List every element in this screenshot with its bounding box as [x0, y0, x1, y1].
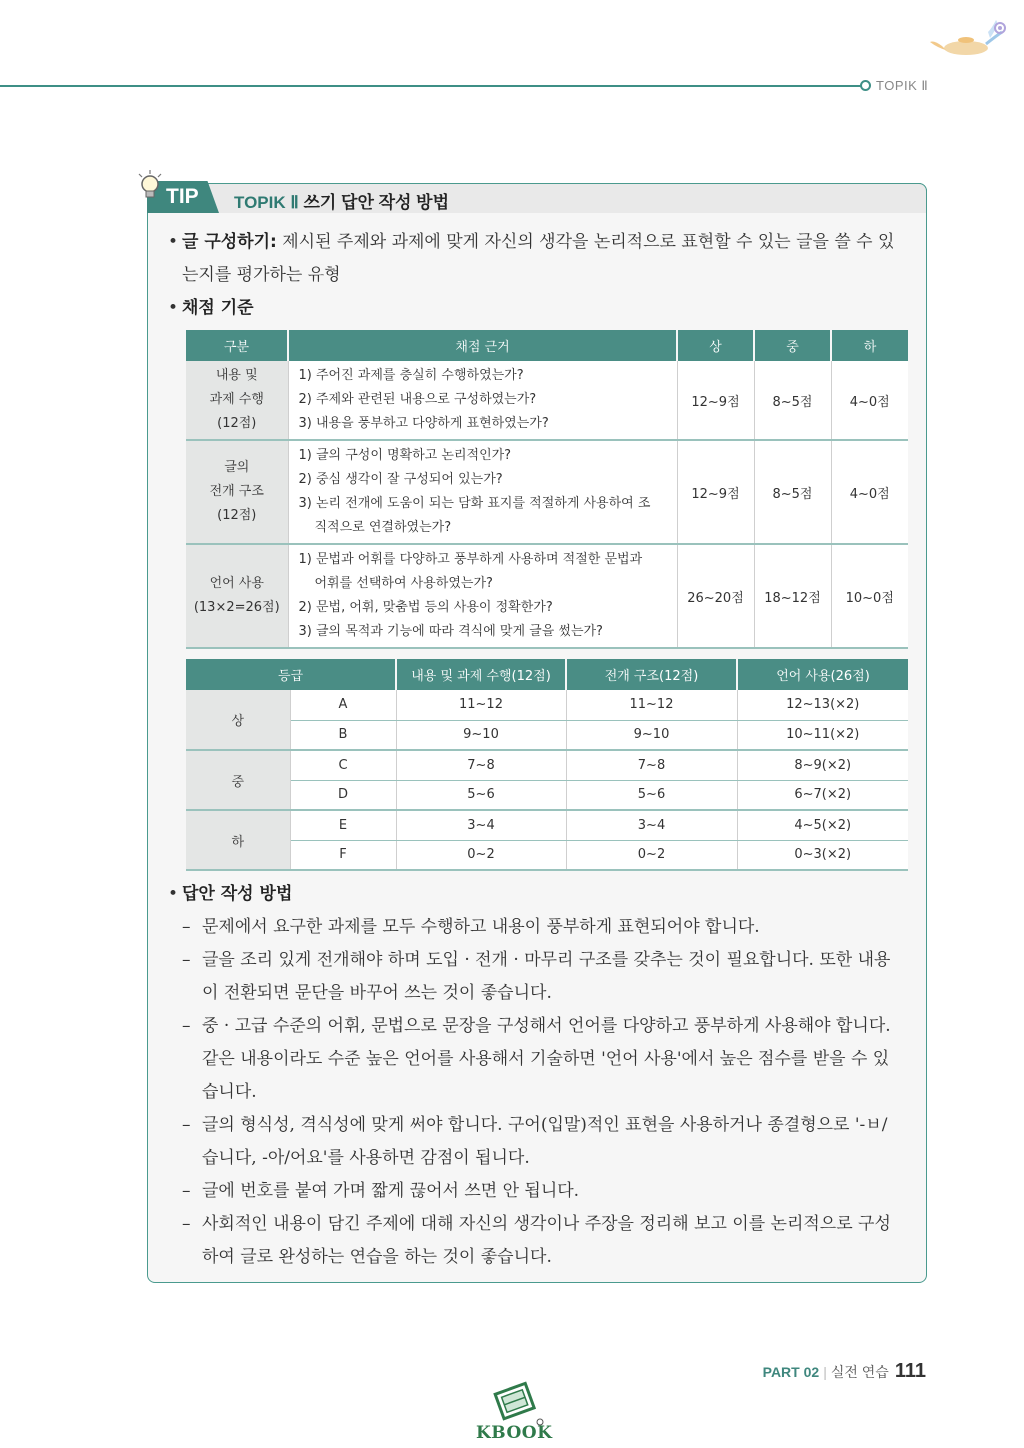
method-heading: • 답안 작성 방법 — [168, 884, 293, 904]
criteria-items — [288, 544, 677, 648]
method-item: – 글을 조리 있게 전개해야 하며 도입 · 전개 · 마무리 구조를 갖추는 것이 필요합니다. 또한 내용 이 전환되면 문단을 바꾸어 쓰는 것이 좋습니다. — [182, 944, 913, 1010]
grade-cell: 9~10 — [566, 720, 737, 750]
grade-letter: D — [290, 780, 396, 810]
method-text: 글의 형식성, 격식성에 맞게 써야 합니다. 구어(입말)적인 표현을 사용하거나 종결형으로 '-ㅂ/ — [202, 1115, 888, 1135]
grade-cell: 5~6 — [396, 780, 566, 810]
grade-group: 하 — [186, 810, 290, 870]
intro-paragraph — [168, 226, 913, 325]
score-high: 12~9점 — [677, 440, 754, 544]
criteria-item: 2) 주제와 관련된 내용으로 구성하였는가? — [298, 392, 537, 407]
score-mid: 8~5점 — [754, 440, 831, 544]
criteria-item: 어휘를 선택하여 사용하였는가? — [314, 576, 493, 591]
criteria-header-row — [186, 330, 908, 361]
criteria-item: 3) 글의 목적과 기능에 따라 격식에 맞게 글을 썼는가? — [298, 624, 603, 639]
criteria-item: 3) 논리 전개에 도움이 되는 담화 표지를 적절하게 사용하여 조 — [298, 496, 651, 511]
intro-text-2: 는지를 평가하는 유형 — [182, 265, 341, 285]
category-line: (13×2=26점) — [193, 600, 280, 615]
grade-cell: 3~4 — [566, 810, 737, 840]
logo-text: KBOOK — [476, 1423, 553, 1443]
category-line: 언어 사용 — [209, 576, 264, 591]
header-low: 하 — [831, 330, 908, 361]
score-low: 4~0점 — [831, 361, 908, 440]
grade-cell: 6~7(×2) — [737, 780, 908, 810]
header-language: 언어 사용(26점) — [737, 659, 908, 690]
tip-title-topik: TOPIK Ⅱ — [234, 193, 299, 212]
grade-table — [186, 659, 908, 871]
method-text: 습니다, -아/어요'를 사용하면 감점이 됩니다. — [202, 1148, 530, 1168]
grade-row — [186, 810, 908, 840]
grade-letter: F — [290, 840, 396, 870]
grade-cell: 11~12 — [566, 690, 737, 720]
method-text: 습니다. — [202, 1082, 257, 1102]
grade-cell: 4~5(×2) — [737, 810, 908, 840]
intro-text-1: 제시된 주제와 과제에 맞게 자신의 생각을 논리적으로 표현할 수 있는 글을 쓸 수 있 — [282, 232, 895, 252]
method-text: 같은 내용이라도 수준 높은 언어를 사용해서 기술하면 '언어 사용'에서 높은 점수를 받을 수 있 — [202, 1049, 890, 1069]
header-basis: 채점 근거 — [288, 330, 677, 361]
running-header: TOPIK Ⅱ — [876, 78, 929, 93]
method-text: 이 전환되면 문단을 바꾸어 쓰는 것이 좋습니다. — [202, 983, 552, 1003]
category-line: 과제 수행 — [209, 392, 264, 407]
grade-cell: 5~6 — [566, 780, 737, 810]
header-mid: 중 — [754, 330, 831, 361]
criteria-item: 1) 글의 구성이 명확하고 논리적인가? — [298, 448, 512, 463]
grade-row — [186, 750, 908, 780]
score-mid: 18~12점 — [754, 544, 831, 648]
method-text: 사회적인 내용이 담긴 주제에 대해 자신의 생각이나 주장을 정리해 보고 이를 논리적으로 구성 — [202, 1214, 891, 1234]
grade-header-row — [186, 659, 908, 690]
grade-cell: 10~11(×2) — [737, 720, 908, 750]
grade-cell: 9~10 — [396, 720, 566, 750]
criteria-item: 3) 내용을 풍부하고 다양하게 표현하였는가? — [298, 416, 549, 431]
score-low: 10~0점 — [831, 544, 908, 648]
criteria-category — [186, 544, 288, 648]
criteria-heading-text: 채점 기준 — [182, 298, 254, 318]
method-text: 문제에서 요구한 과제를 모두 수행하고 내용이 풍부하게 표현되어야 합니다. — [202, 917, 760, 937]
method-item: – 사회적인 내용이 담긴 주제에 대해 자신의 생각이나 주장을 정리해 보고 이를 논리적으로 구성 하여 글로 완성하는 연습을 하는 것이 좋습니다. — [182, 1208, 913, 1274]
score-high: 26~20점 — [677, 544, 754, 648]
criteria-item: 1) 주어진 과제를 충실히 수행하였는가? — [298, 368, 524, 383]
page-footer — [763, 1360, 926, 1383]
grade-row — [186, 720, 908, 750]
grade-cell: 3~4 — [396, 810, 566, 840]
category-line: 글의 — [224, 460, 250, 475]
criteria-row — [186, 361, 908, 440]
header-grade: 등급 — [186, 659, 396, 690]
criteria-item: 2) 문법, 어휘, 맞춤법 등의 사용이 정확한가? — [298, 600, 553, 615]
grade-letter: A — [290, 690, 396, 720]
criteria-item: 직적으로 연결하였는가? — [314, 520, 452, 535]
grade-letter: E — [290, 810, 396, 840]
criteria-item: 2) 중심 생각이 잘 구성되어 있는가? — [298, 472, 503, 487]
criteria-heading: • 채점 기준 — [168, 298, 254, 318]
tip-title — [234, 188, 449, 213]
grade-row — [186, 780, 908, 810]
category-line: 내용 및 — [215, 368, 258, 383]
method-item: – 문제에서 요구한 과제를 모두 수행하고 내용이 풍부하게 표현되어야 합니다. — [182, 917, 760, 937]
criteria-item: 1) 문법과 어휘를 다양하고 풍부하게 사용하며 적절한 문법과 — [298, 552, 643, 567]
page-number: 111 — [894, 1360, 926, 1382]
method-text: 글을 조리 있게 전개해야 하며 도입 · 전개 · 마무리 구조를 갖추는 것이 필요합니다. 또한 내용 — [202, 950, 891, 970]
grade-cell: 8~9(×2) — [737, 750, 908, 780]
score-high: 12~9점 — [677, 361, 754, 440]
grade-cell: 12~13(×2) — [737, 690, 908, 720]
grade-letter: C — [290, 750, 396, 780]
criteria-items — [288, 361, 677, 440]
category-line: 전개 구조 — [209, 484, 264, 499]
footer-part: PART 02 — [762, 1364, 820, 1380]
footer-section: 실전 연습 — [830, 1364, 889, 1380]
header-dot — [860, 80, 871, 91]
grade-row — [186, 840, 908, 870]
criteria-row — [186, 544, 908, 648]
intro-term: 글 구성하기: — [182, 232, 277, 252]
header-high: 상 — [677, 330, 754, 361]
score-low: 4~0점 — [831, 440, 908, 544]
method-list — [168, 911, 913, 1274]
grade-group: 상 — [186, 690, 290, 750]
criteria-category — [186, 361, 288, 440]
criteria-items — [288, 440, 677, 544]
grade-cell: 0~3(×2) — [737, 840, 908, 870]
grade-cell: 0~2 — [396, 840, 566, 870]
score-mid: 8~5점 — [754, 361, 831, 440]
lightbulb-icon — [136, 170, 164, 202]
criteria-row — [186, 440, 908, 544]
grade-cell: 0~2 — [566, 840, 737, 870]
method-section — [168, 878, 913, 1274]
method-text: 글에 번호를 붙여 가며 짧게 끊어서 쓰면 안 됩니다. — [202, 1181, 580, 1201]
grade-group: 중 — [186, 750, 290, 810]
grade-row — [186, 690, 908, 720]
method-item: – 글에 번호를 붙여 가며 짧게 끊어서 쓰면 안 됩니다. — [182, 1181, 580, 1201]
category-line: (12점) — [217, 416, 257, 431]
header-structure: 전개 구조(12점) — [566, 659, 737, 690]
header-content: 내용 및 과제 수행(12점) — [396, 659, 566, 690]
tip-title-rest: 쓰기 답안 작성 방법 — [303, 193, 450, 212]
grade-cell: 11~12 — [396, 690, 566, 720]
criteria-table — [186, 330, 908, 649]
magic-lamp-icon — [930, 18, 1010, 62]
header-category: 구분 — [186, 330, 288, 361]
grade-letter: B — [290, 720, 396, 750]
method-text: 중 · 고급 수준의 어휘, 문법으로 문장을 구성해서 언어를 다양하고 풍부하게 사용해야 합니다. — [202, 1016, 891, 1036]
criteria-category — [186, 440, 288, 544]
method-heading-text: 답안 작성 방법 — [182, 884, 293, 904]
grade-cell: 7~8 — [566, 750, 737, 780]
header-rule — [0, 85, 866, 87]
method-text: 하여 글로 완성하는 연습을 하는 것이 좋습니다. — [202, 1247, 552, 1267]
grade-cell: 7~8 — [396, 750, 566, 780]
category-line: (12점) — [217, 508, 257, 523]
intro-line-1: • 글 구성하기: 제시된 주제와 과제에 맞게 자신의 생각을 논리적으로 표현할 수 있는 글을 쓸 수 있 — [168, 232, 895, 252]
method-item: – 중 · 고급 수준의 어휘, 문법으로 문장을 구성해서 언어를 다양하고 풍부하게 사용해야 합니다. 같은 내용이라도 수준 높은 언어를 사용해서 기술하면 '언어 사용'에서 높은 점수를 받을 수 있 습니다. — [182, 1010, 913, 1109]
tip-label: TIP — [166, 185, 199, 208]
method-item: – 글의 형식성, 격식성에 맞게 써야 합니다. 구어(입말)적인 표현을 사용하거나 종결형으로 '-ㅂ/ 습니다, -아/어요'를 사용하면 감점이 됩니다. — [182, 1109, 913, 1175]
footer-separator: | — [823, 1364, 827, 1380]
